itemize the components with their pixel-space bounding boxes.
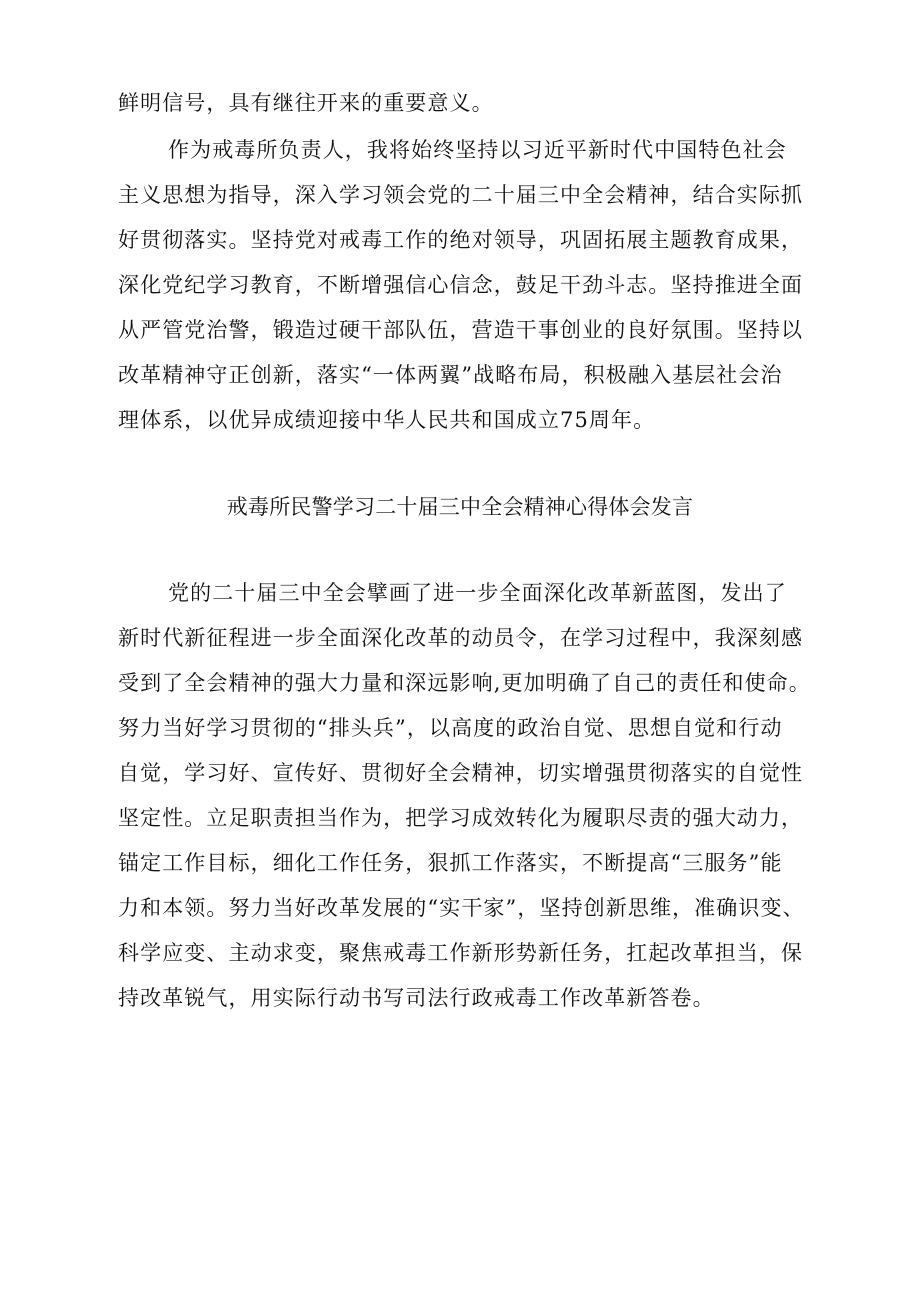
body-text-line: 从严管党治警，锻造过硬干部队伍，营造干事创业的良好氛围。坚持以 <box>118 318 804 342</box>
body-text-line: 作为戒毒所负责人，我将始终坚持以习近平新时代中国特色社会 <box>168 138 787 162</box>
body-text-line: 鲜明信号，具有继往开来的重要意义。 <box>118 91 494 115</box>
body-text-line: 力和本领。努力当好改革发展的“实干家”，坚持创新思维，准确识变、 <box>118 896 805 920</box>
body-text-line: 努力当好学习贯彻的“排头兵”，以高度的政治自觉、思想自觉和行动 <box>118 716 783 740</box>
body-text-line: 受到了全会精神的强大力量和深远影响,更加明确了自己的责任和使命。 <box>118 671 811 695</box>
body-text-line: 深化党纪学习教育，不断增强信心信念，鼓足干劲斗志。坚持推进全面 <box>118 273 804 297</box>
body-text-line: 改革精神守正创新，落实“一体两翼”战略布局，积极融入基层社会治 <box>118 363 783 387</box>
body-text-line: 党的二十届三中全会擘画了进一步全面深化改革新蓝图，发出了 <box>168 581 787 605</box>
body-text-line: 科学应变、主动求变，聚焦戒毒工作新形势新任务，扛起改革担当，保 <box>118 941 804 965</box>
body-text-line: 新时代新征程进一步全面深化改革的动员令，在学习过程中，我深刻感 <box>118 626 804 650</box>
body-text-line: 持改革锐气，用实际行动书写司法行政戒毒工作改革新答卷。 <box>118 986 715 1010</box>
body-text-line: 锚定工作目标，细化工作任务，狠抓工作落实，不断提高“三服务”能 <box>118 851 783 875</box>
body-text-line: 自觉，学习好、宣传好、贯彻好全会精神，切实增强贯彻落实的自觉性 <box>118 761 804 785</box>
body-text-line: 理体系，以优异成绩迎接中华人民共和国成立75周年。 <box>118 408 656 432</box>
document-heading: 戒毒所民警学习二十届三中全会精神心得体会发言 <box>226 495 694 519</box>
body-text-line: 好贯彻落实。坚持党对戒毒工作的绝对领导，巩固拓展主题教育成果， <box>118 228 804 252</box>
body-text-line: 主义思想为指导，深入学习领会党的二十届三中全会精神，结合实际抓 <box>118 183 804 207</box>
body-text-line: 坚定性。立足职责担当作为，把学习成效转化为履职尽责的强大动力， <box>118 806 804 830</box>
